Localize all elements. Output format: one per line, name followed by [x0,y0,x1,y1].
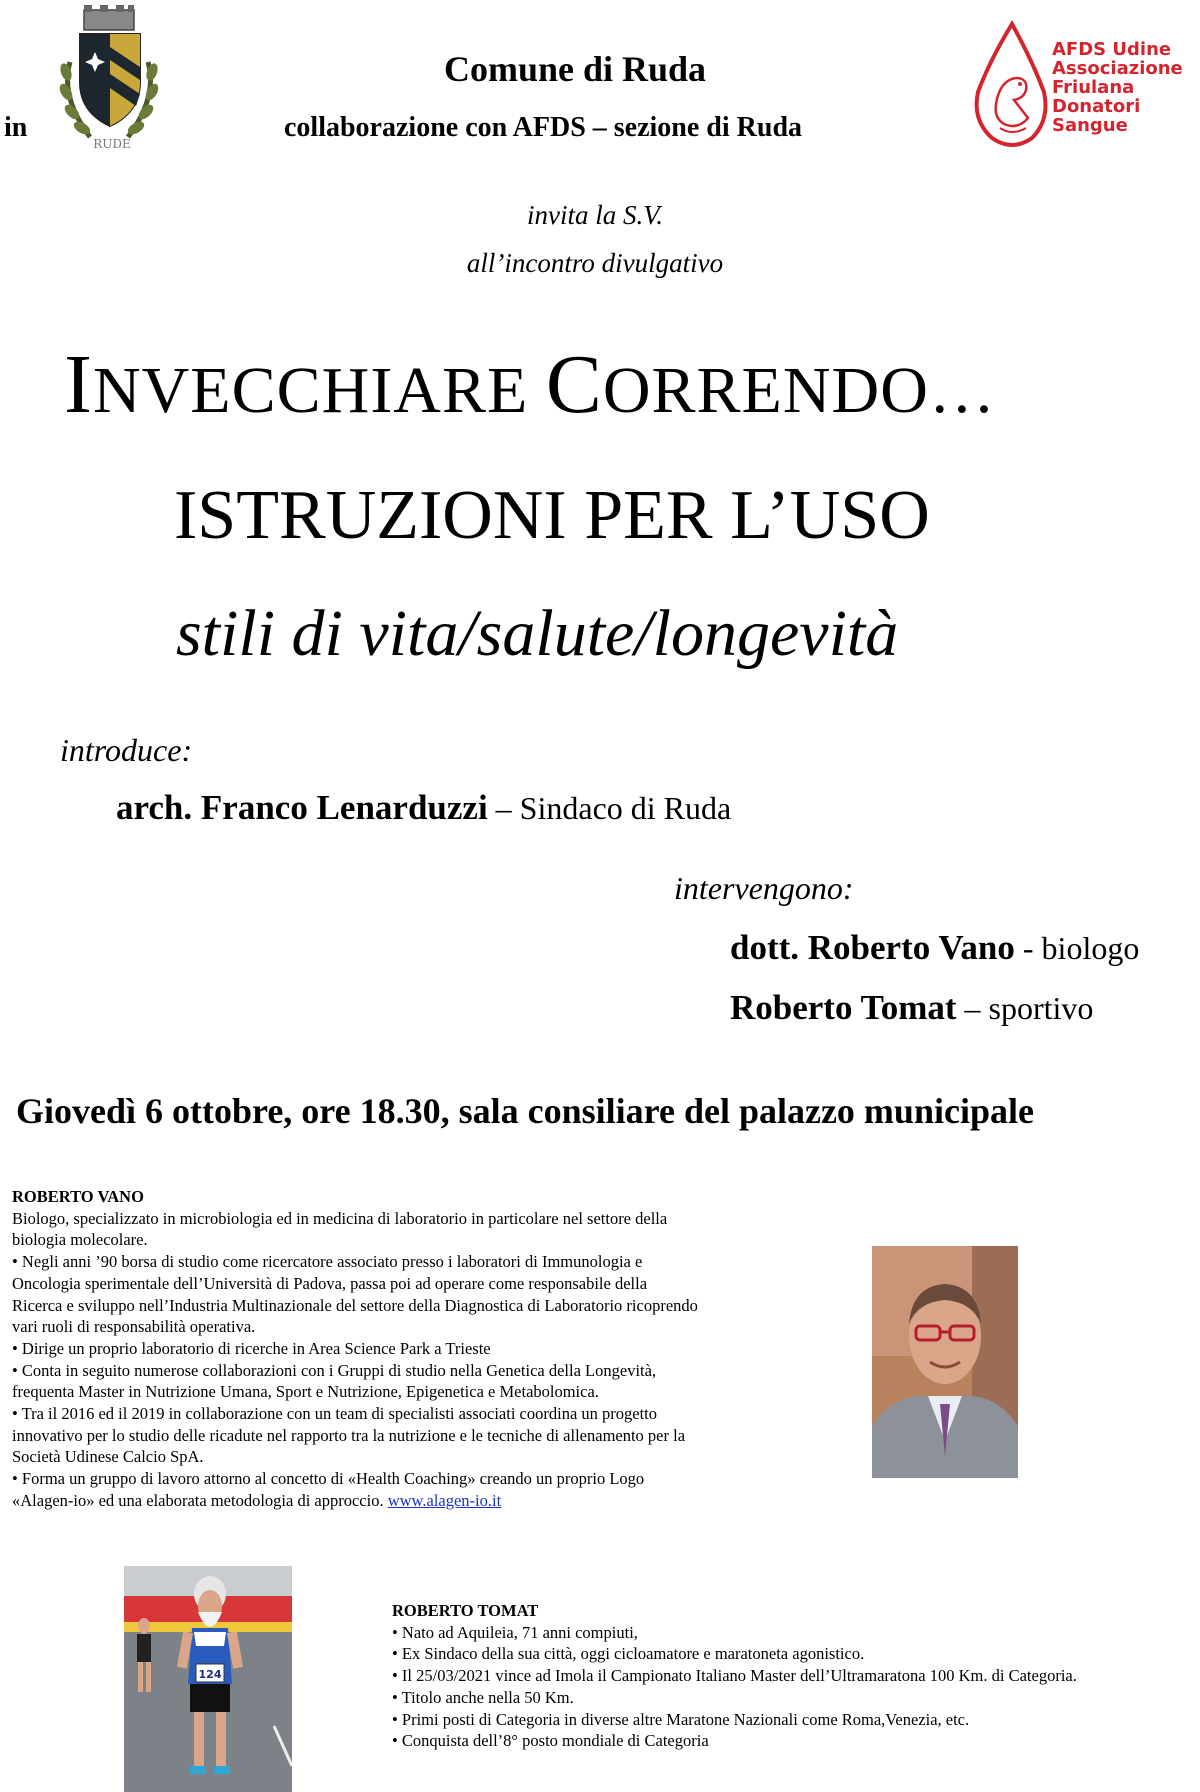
bio-line: • Negli anni ’90 borsa di studio come ricercatore associato presso i laboratori di Immunologia e [12,1252,643,1272]
speaker-1-role: - biologo [1014,930,1140,966]
introducer-role: – Sindaco di Ruda [487,790,732,826]
bio-line: • Titolo anche nella 50 Km. [392,1687,574,1707]
bio-line: Oncologia sperimentale dell’Università di Padova, passa poi ad operare come responsabile della [12,1273,648,1293]
speaker-1-name: dott. Roberto Vano [730,928,1015,967]
roberto-tomat-photo [124,1566,292,1792]
bio-line: vari ruoli di responsabilità operativa. [12,1317,256,1337]
afds-logo-text [1052,40,1183,135]
bio-line: • Dirige un proprio laboratorio di ricerche in Area Science Park a Trieste [12,1338,491,1358]
afds-logo-line: Sangue [1052,115,1128,136]
tomat-bio-title: ROBERTO TOMAT [392,1601,539,1620]
speakers-label: intervengono: [674,870,854,906]
introducer [116,788,731,828]
bio-line: biologia molecolare. [12,1230,148,1250]
comune-title: Comune di Ruda [443,49,707,89]
afds-logo-line: Donatori [1052,96,1141,117]
bio-line: • Conquista dell’8° posto mondiale di Categoria [392,1731,709,1751]
speaker-1 [730,928,1139,968]
title-cap-1: I [64,338,93,431]
bio-line: • Primi posti di Categoria in diverse altre Maratone Nazionali come Roma,Venezia, etc. [392,1709,970,1729]
main-title-line-2: ISTRUZIONI PER L’USO [174,477,930,554]
bio-line: • Nato ad Aquileia, 71 anni compiuti, [392,1622,638,1642]
vano-bio-title: ROBERTO VANO [12,1187,144,1206]
bio-line: • Tra il 2016 ed il 2019 in collaborazione con un team di specialisti associati coordina un progetto [12,1404,658,1424]
bio-line: • Forma un gruppo di lavoro attorno al concetto di «Health Coaching» creando un proprio Logo [12,1469,645,1489]
bio-line: • Ex Sindaco della sua città, oggi cicloamatore e maratoneta agonistico. [392,1644,865,1664]
afds-logo-line: Friulana [1052,77,1135,98]
main-title-line-1 [64,336,996,433]
speaker-2-role: – sportivo [956,990,1094,1026]
tomat-bio [392,1600,1192,1752]
bio-line: frequenta Master in Nutrizione Umana, Sport e Nutrizione, Epigenetica e Metabolomica. [12,1382,599,1402]
bio-line: • Il 25/03/2021 vince ad Imola il Campionato Italiano Master dell’Ultramaratona 100 Km. di Categoria. [392,1666,1077,1686]
introduce-label: introduce: [60,732,193,768]
invite-line-2: all’incontro divulgativo [466,248,724,278]
title-smallcaps-2: ORRENDO… [602,354,996,427]
subtitle: stili di vita/salute/longevità [176,597,899,670]
bio-line: innovativo per lo studio delle ricadute nel rapporto tra la nutrizione e le tecniche di allenamento per la [12,1425,686,1445]
bio-line-last [12,1490,812,1512]
title-cap-2: C [545,338,603,431]
introducer-name: arch. Franco Lenarduzzi [116,788,488,827]
invite-line-1: invita la S.V. [526,200,663,230]
in-word: in [4,112,28,143]
bio-line: Ricerca e sviluppo nell’Industria Multinazionale del settore della Diagnostica di Laboratorio ricoprendo [12,1295,698,1315]
bio-line: Società Udinese Calcio SpA. [12,1447,204,1467]
afds-logo-line: Associazione [1052,58,1183,79]
bib-number: 124 [198,1668,222,1681]
bio-line-text: «Alagen-io» ed una elaborata metodologia di approccio. [12,1490,388,1510]
collaboration-line: collaborazione con AFDS – sezione di Ruda [284,112,803,143]
title-smallcaps-1: NVECCHIARE [92,354,546,427]
speaker-2-name: Roberto Tomat [730,988,957,1027]
speaker-2 [730,988,1093,1028]
alagen-link[interactable]: www.alagen-io.it [387,1490,502,1510]
bio-line: Biologo, specializzato in microbiologia ed in medicina di laboratorio in particolare nel settore della [12,1208,668,1228]
vano-bio [12,1186,812,1512]
event-date-location: Giovedì 6 ottobre, ore 18.30, sala consiliare del palazzo municipale [16,1091,1034,1131]
afds-logo-line: AFDS Udine [1052,39,1172,60]
roberto-vano-photo [872,1246,1018,1478]
bio-line: • Conta in seguito numerose collaborazioni con i Gruppi di studio nella Genetica della Longevità, [12,1360,657,1380]
svg-text:RUDE: RUDE [93,137,131,151]
